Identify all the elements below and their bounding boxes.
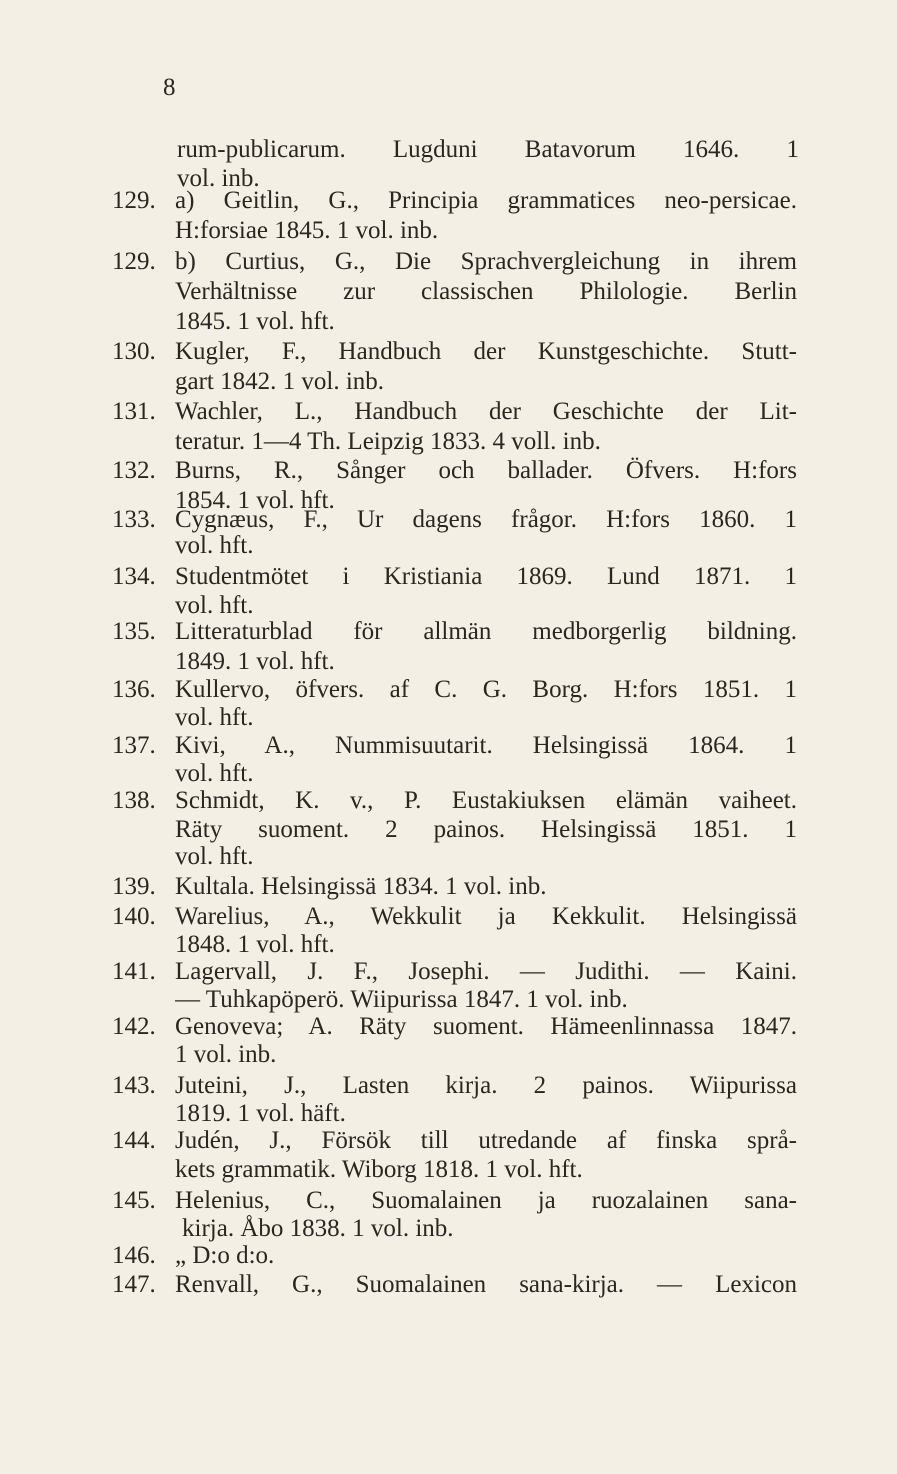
entry-text-line: Studentmötet i Kristiania 1869. Lund 1871. 1 [175,563,797,590]
entry-text-line: 1849. 1 vol. hft. [175,648,335,675]
entry-text-line: a) Geitlin, G., Principia grammatices neo-persicae. [175,187,797,214]
entry-text-line: Judén, J., Försök till utredande af finska språ- [175,1127,797,1154]
entry-number: 145. [112,1187,156,1214]
entry-text-line: vol. hft. [175,843,254,870]
entry-number: 130. [112,338,156,365]
entry-text-line: 1 vol. inb. [175,1041,277,1068]
entry-number: 129. [112,248,156,275]
entry-text-line: 1819. 1 vol. häft. [175,1100,346,1127]
page-number: 8 [163,74,176,101]
entry-text-line: Schmidt, K. v., P. Eustakiuksen elämän vaiheet. [175,787,797,814]
entry-text-line: vol. hft. [175,704,254,731]
entry-text-line: Juteini, J., Lasten kirja. 2 painos. Wiipurissa [175,1072,797,1099]
entry-number: 138. [112,787,156,814]
entry-text-line: Kullervo, öfvers. af C. G. Borg. H:fors 1851. 1 [175,676,797,703]
entry-number: 146. [112,1242,156,1269]
entry-text-line: kirja. Åbo 1838. 1 vol. inb. [182,1215,454,1242]
entry-text-line: Cygnæus, F., Ur dagens frågor. H:fors 1860. 1 [175,506,797,533]
entry-number: 131. [112,398,156,425]
entry-text-line: 1848. 1 vol. hft. [175,931,335,958]
entry-number: 132. [112,457,156,484]
entry-text-line: „ D:o d:o. [175,1242,275,1269]
entry-number: 134. [112,563,156,590]
entry-text-line: kets grammatik. Wiborg 1818. 1 vol. hft. [175,1156,583,1183]
entry-text-line: rum-publicarum. Lugduni Batavorum 1646. 1 [177,136,799,163]
entry-text-line: 1845. 1 vol. hft. [175,308,335,335]
entry-text-line: 1854. 1 vol. hft. [175,487,335,514]
entry-text-line: Litteraturblad för allmän medborgerlig bildning. [175,618,797,645]
entry-text-line: b) Curtius, G., Die Sprachvergleichung in ihrem [175,248,797,275]
entry-text-line: vol. hft. [175,592,254,619]
entry-text-line: Wachler, L., Handbuch der Geschichte der Lit- [175,398,797,425]
entry-text-line: vol. hft. [175,532,254,559]
entry-number: 133. [112,506,156,533]
entry-number: 137. [112,732,156,759]
entry-text-line: Helenius, C., Suomalainen ja ruozalainen sana- [175,1187,797,1214]
entry-text-line: — Tuhkapöperö. Wiipurissa 1847. 1 vol. inb. [175,986,628,1013]
entry-number: 140. [112,903,156,930]
entry-number: 141. [112,958,156,985]
entry-text-line: Kivi, A., Nummisuutarit. Helsingissä 1864. 1 [175,732,797,759]
entry-text-line: Lagervall, J. F., Josephi. — Judithi. — Kaini. [175,958,797,985]
entry-text-line: Genoveva; A. Räty suoment. Hämeenlinnassa 1847. [175,1013,797,1040]
entry-text-line: Burns, R., Sånger och ballader. Öfvers. H:fors [175,457,797,484]
entry-text-line: Kultala. Helsingissä 1834. 1 vol. inb. [175,873,547,900]
entry-text-line: vol. inb. [177,165,260,192]
entry-number: 143. [112,1072,156,1099]
entry-text-line: H:forsiae 1845. 1 vol. inb. [175,217,439,244]
entry-text-line: Renvall, G., Suomalainen sana-kirja. — Lexicon [175,1271,797,1298]
entry-number: 142. [112,1013,156,1040]
entry-number: 144. [112,1127,156,1154]
entry-number: 147. [112,1271,156,1298]
entry-number: 129. [112,187,156,214]
entry-number: 135. [112,618,156,645]
entry-number: 136. [112,676,156,703]
entry-text-line: vol. hft. [175,760,254,787]
entry-text-line: Verhältnisse zur classischen Philologie. Berlin [175,278,797,305]
entry-text-line: gart 1842. 1 vol. inb. [175,368,385,395]
entry-text-line: teratur. 1—4 Th. Leipzig 1833. 4 voll. inb. [175,428,601,455]
entry-text-line: Räty suoment. 2 painos. Helsingissä 1851. 1 [175,816,797,843]
entry-text-line: Warelius, A., Wekkulit ja Kekkulit. Helsingissä [175,903,797,930]
entry-text-line: Kugler, F., Handbuch der Kunstgeschichte. Stutt- [175,338,797,365]
entry-number: 139. [112,873,156,900]
